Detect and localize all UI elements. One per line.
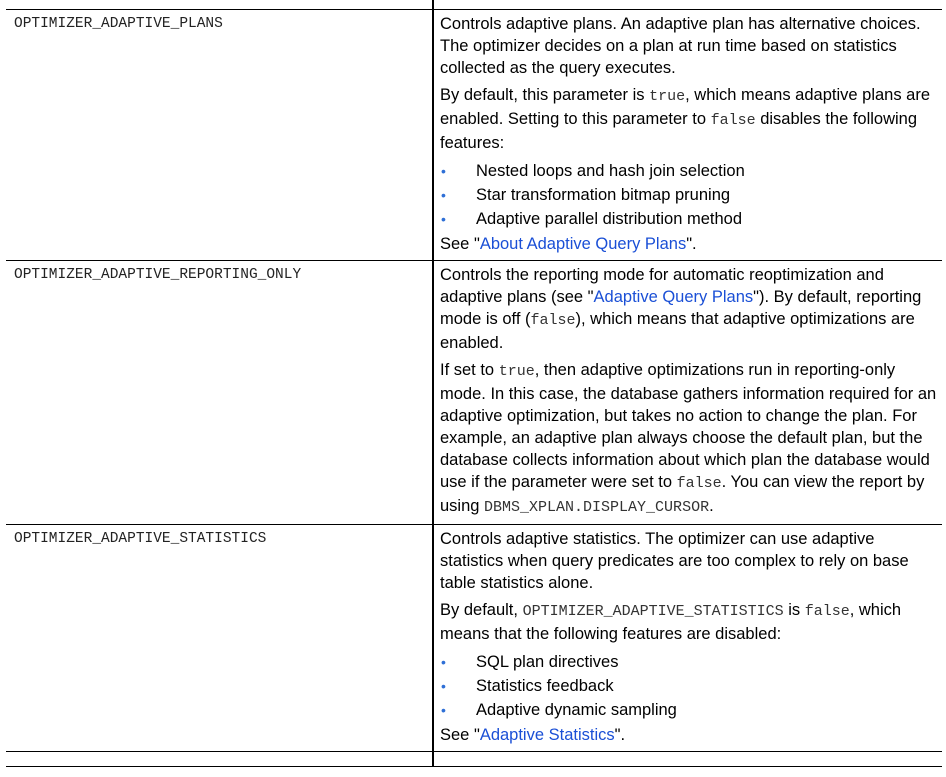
bullet-icon: •	[441, 211, 446, 227]
description-paragraph: Controls the reporting mode for automatic reoptimization and adaptive plans (see "Adaptive Query Plans"). By default, reporting mode is off (false), which means that adaptive optimizations are enabled.	[440, 266, 922, 352]
bullet-icon: •	[441, 702, 446, 718]
bullet-icon: •	[441, 187, 446, 203]
table-row	[6, 525, 942, 752]
inline-code: DBMS_XPLAN.DISPLAY_CURSOR	[484, 499, 710, 516]
inline-code: false	[710, 112, 756, 129]
table-row-top-stub	[6, 0, 942, 10]
list-item: • SQL plan directives	[440, 650, 938, 674]
parameter-description	[434, 10, 942, 260]
parameter-name-cell	[6, 10, 433, 261]
description-paragraph: If set to true, then adaptive optimizations run in reporting-only mode. In this case, the database gathers information required for an adaptive optimization, but takes no action to change the plan. For example, an adaptive plan always choose the default plan, but the database collects information about which plan the database would use if the parameter were set to false. You can view the report by using DBMS_XPLAN.DISPLAY_CURSOR.	[440, 361, 937, 516]
inline-code: false	[530, 312, 576, 329]
list-item: • Star transformation bitmap pruning	[440, 183, 938, 207]
parameter-description	[434, 525, 942, 751]
parameter-table	[6, 0, 942, 767]
feature-list	[440, 650, 938, 722]
see-also: See "Adaptive Statistics".	[440, 726, 626, 744]
inline-code: true	[649, 88, 686, 105]
inline-code: OPTIMIZER_ADAPTIVE_STATISTICS	[522, 603, 784, 620]
bullet-icon: •	[441, 654, 446, 670]
table-row	[6, 10, 942, 261]
parameter-name-cell	[6, 525, 433, 752]
list-item: • Statistics feedback	[440, 674, 938, 698]
list-item: • Adaptive parallel distribution method	[440, 207, 938, 231]
parameter-name: OPTIMIZER_ADAPTIVE_STATISTICS	[14, 531, 267, 547]
inline-code: false	[676, 475, 722, 492]
parameter-name: OPTIMIZER_ADAPTIVE_REPORTING_ONLY	[14, 267, 302, 283]
parameter-description	[434, 261, 942, 524]
inline-link[interactable]: Adaptive Query Plans	[593, 288, 754, 306]
description-paragraph: Controls adaptive statistics. The optimizer can use adaptive statistics when query predicates are too complex to rely on base table statistics alone.	[440, 530, 909, 592]
list-item: • Adaptive dynamic sampling	[440, 698, 938, 722]
parameter-description-cell	[433, 10, 942, 261]
parameter-description-cell	[433, 525, 942, 752]
parameter-description-cell	[433, 261, 942, 525]
table-row-bottom-stub	[6, 752, 942, 767]
parameter-name-cell	[6, 261, 433, 525]
parameter-name: OPTIMIZER_ADAPTIVE_PLANS	[14, 16, 223, 32]
see-also-link[interactable]: About Adaptive Query Plans	[479, 235, 687, 253]
inline-code: false	[804, 603, 850, 620]
bullet-icon: •	[441, 163, 446, 179]
description-paragraph: By default, OPTIMIZER_ADAPTIVE_STATISTICS is false, which means that the following features are disabled:	[440, 601, 902, 643]
feature-list	[440, 159, 938, 231]
description-paragraph: Controls adaptive plans. An adaptive plan has alternative choices. The optimizer decides on a plan at run time based on statistics collected as the query executes.	[440, 15, 921, 77]
table-row	[6, 261, 942, 525]
description-paragraph: By default, this parameter is true, which means adaptive plans are enabled. Setting to this parameter to false disables the following features:	[440, 86, 931, 152]
inline-code: true	[498, 363, 535, 380]
bullet-icon: •	[441, 678, 446, 694]
list-item: • Nested loops and hash join selection	[440, 159, 938, 183]
see-also: See "About Adaptive Query Plans".	[440, 235, 697, 253]
see-also-link[interactable]: Adaptive Statistics	[479, 726, 615, 744]
